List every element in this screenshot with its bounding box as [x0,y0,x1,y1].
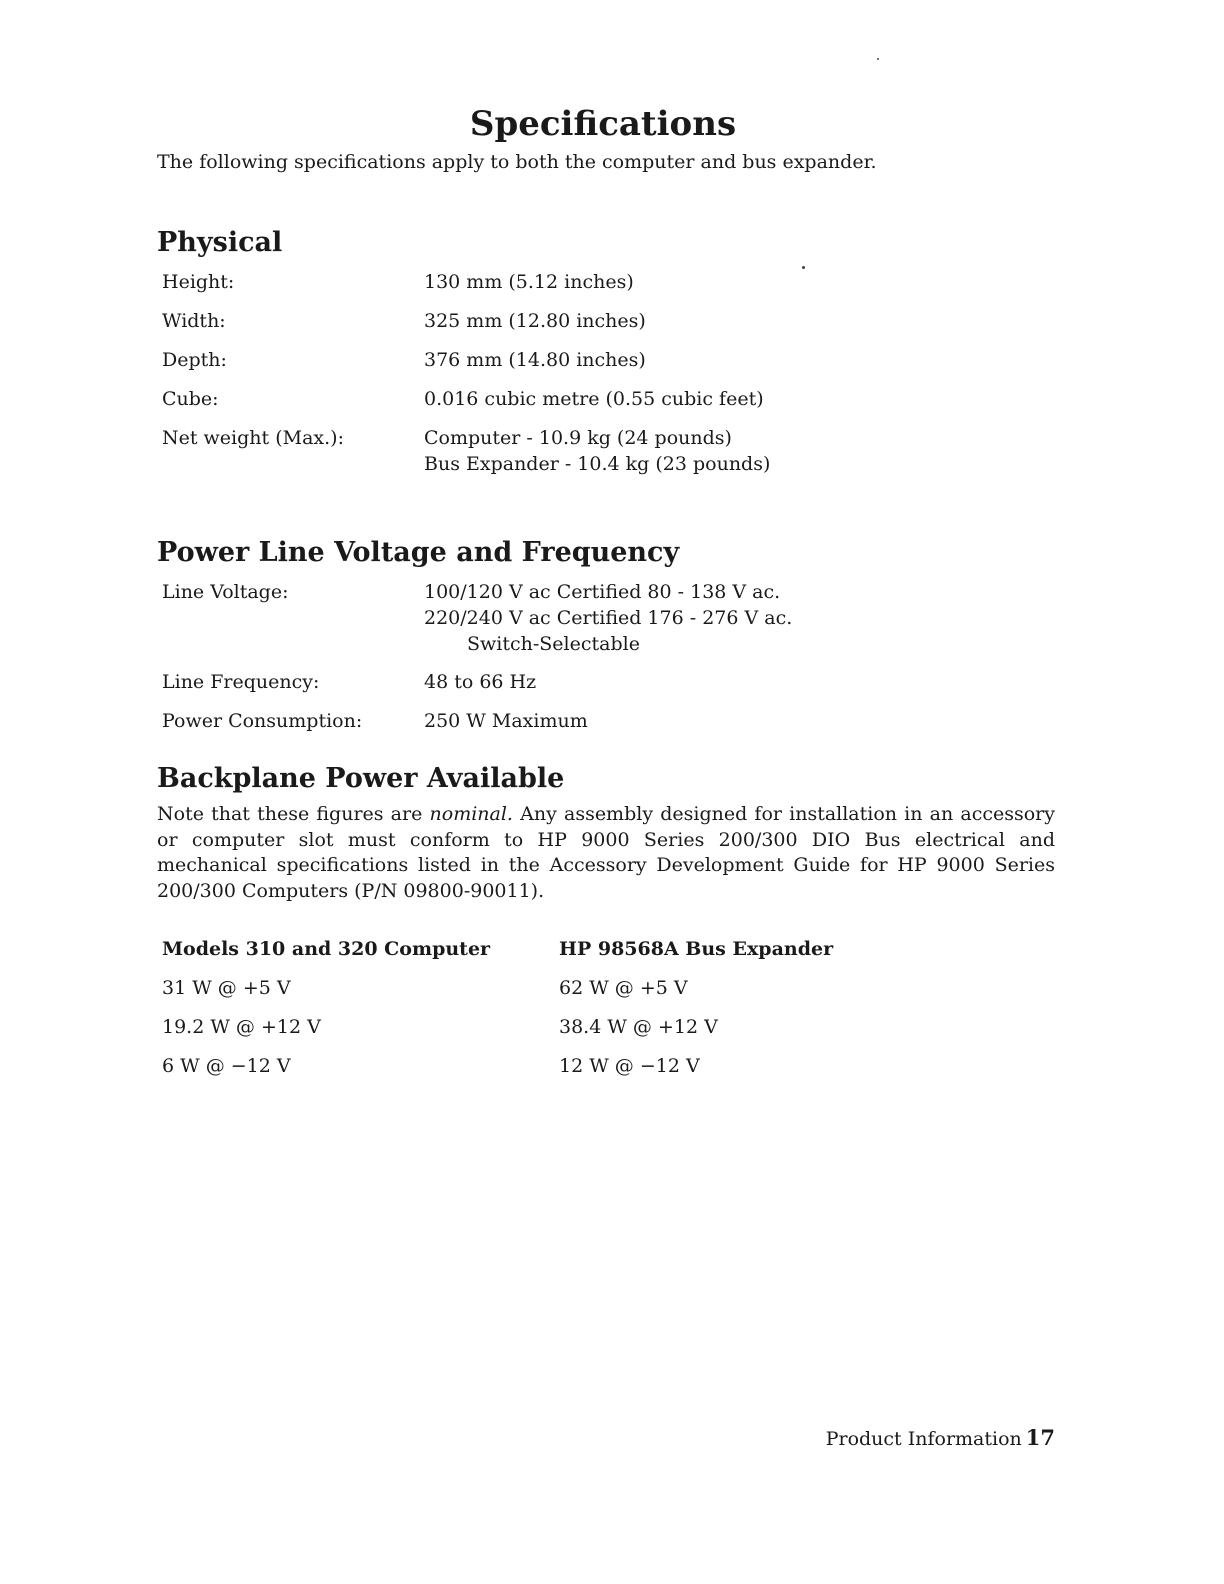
computer-power-minus-12v: 6 W @ −12 V [162,1055,291,1077]
line-voltage-value-1: 100/120 V ac Certified 80 - 138 V ac. [424,581,781,603]
page-footer [760,1425,1055,1452]
expander-power-minus-12v: 12 W @ −12 V [559,1055,700,1077]
net-weight-computer: Computer - 10.9 kg (24 pounds) [424,427,732,449]
note-text-start: Note that these figures are [157,803,430,825]
expander-power-12v: 38.4 W @ +12 V [559,1016,718,1038]
net-weight-label: Net weight (Max.): [162,427,344,449]
footer-section: Product Information [825,1428,1022,1450]
note-emphasis: nominal. [429,803,513,825]
power-consumption-label: Power Consumption: [162,710,363,732]
physical-heading: Physical [157,227,283,258]
scan-speck [802,266,805,269]
line-voltage-value-2: 220/240 V ac Certified 176 - 276 V ac. [424,607,793,629]
cube-value: 0.016 cubic metre (0.55 cubic feet) [424,388,764,410]
expander-power-5v: 62 W @ +5 V [559,977,688,999]
computer-power-5v: 31 W @ +5 V [162,977,291,999]
width-value: 325 mm (12.80 inches) [424,310,646,332]
scan-speck [877,58,879,60]
line-voltage-label: Line Voltage: [162,581,289,603]
depth-value: 376 mm (14.80 inches) [424,349,646,371]
line-frequency-label: Line Frequency: [162,671,320,693]
line-voltage-switch: Switch-Selectable [467,633,640,655]
computer-column-header: Models 310 and 320 Computer [162,938,491,960]
backplane-note [157,802,1055,904]
page-title: Specifications [469,104,737,144]
width-label: Width: [162,310,226,332]
height-label: Height: [162,271,235,293]
depth-label: Depth: [162,349,227,371]
intro-text: The following specifications apply to both the computer and bus expander. [157,151,877,173]
note-text-end: Any assembly designed for installation in an accessory or computer slot must conform to HP 9000 Series 200/300 DIO Bus electrical and mechanical specifications listed in the Accessory Development Guide for HP 9000 Series 200/300 Computers (P/N 09800-90011). [157,803,1055,902]
backplane-heading: Backplane Power Available [157,763,565,794]
bus-expander-column-header: HP 98568A Bus Expander [559,938,834,960]
cube-label: Cube: [162,388,219,410]
height-value: 130 mm (5.12 inches) [424,271,634,293]
power-consumption-value: 250 W Maximum [424,710,588,732]
computer-power-12v: 19.2 W @ +12 V [162,1016,321,1038]
page-number: 17 [1025,1425,1055,1450]
line-frequency-value: 48 to 66 Hz [424,671,537,693]
power-line-heading: Power Line Voltage and Frequency [157,537,680,568]
net-weight-bus-expander: Bus Expander - 10.4 kg (23 pounds) [424,453,771,475]
